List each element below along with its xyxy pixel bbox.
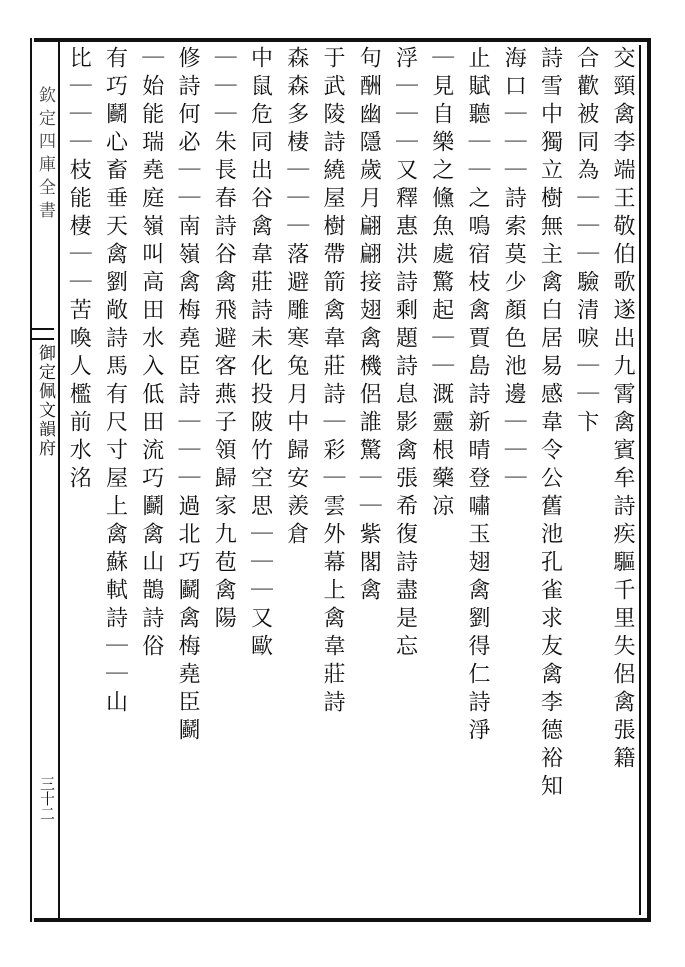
spine-title: 御定佩文韻府 <box>35 344 55 458</box>
text-columns <box>60 46 640 912</box>
text-column: 合歡被同為｜｜｜驗清唳｜｜卞 <box>573 46 599 438</box>
text-column: 止賦聽｜｜之鳴宿枝禽賈島詩新晴登嘯玉翅禽劉得仁詩淨 <box>465 46 490 746</box>
text-column: ｜｜｜朱長春詩谷禽飛避客燕子領歸家九苞禽陽 <box>211 46 237 634</box>
frame-top-rule <box>34 38 651 42</box>
text-column: 交頸禽李端王敬伯歌遂出九霄禽賓牟詩疾驅千里失侶禽張籍 <box>610 46 635 774</box>
text-column: 修詩何必｜｜南嶺禽梅堯臣詩｜｜｜過北巧鬬禽梅堯臣鬬 <box>175 46 200 746</box>
page-number: 三十二 <box>38 776 56 821</box>
fishtail-mark <box>30 328 54 340</box>
spine-rule-left <box>30 38 32 922</box>
text-column: 森森多棲｜｜｜落避雕寒兔月中歸安羨倉 <box>283 46 309 550</box>
text-column: 浮｜｜｜又釋惠洪詩剩題詩息影禽張希復詩盡是忘 <box>392 46 418 662</box>
spine-margin <box>0 38 60 922</box>
text-column: 于武陵詩繞屋樹帶箭禽韋莊詩｜彩｜雲外幕上禽韋莊詩 <box>320 46 345 718</box>
spine-top-text: 欽定四庫全書 <box>35 86 55 224</box>
text-column: ｜見自樂之儵魚處驚起｜｜溉靈根藥凉 <box>428 46 454 522</box>
text-column: 句酬幽隱歲月翩翩接翅禽機侶誰驚｜｜紫閣禽 <box>356 46 382 606</box>
text-column: 海口｜｜｜詩索莫少顏色池邊｜｜｜ <box>501 46 527 494</box>
frame-bottom-rule <box>34 918 651 922</box>
text-column: 有巧鬬心畜垂天禽劉敞詩馬有尺寸屋上禽蘇軾詩｜｜山 <box>102 46 128 718</box>
text-column: ｜始能瑞堯庭嶺叫高田水入低田流巧鬬禽山鵲詩俗 <box>138 46 164 662</box>
text-column: 詩雪中獨立樹無主禽白居易感韋令公舊池孔雀求友禽李德裕知 <box>537 46 563 802</box>
text-column: 中鼠危同出谷禽韋莊詩未化投陂竹空思｜｜｜又歐 <box>247 46 273 662</box>
text-column: 比｜｜｜枝能棲｜｜苦喚人檻前水洺 <box>66 46 92 494</box>
frame-right-rule <box>647 38 651 922</box>
